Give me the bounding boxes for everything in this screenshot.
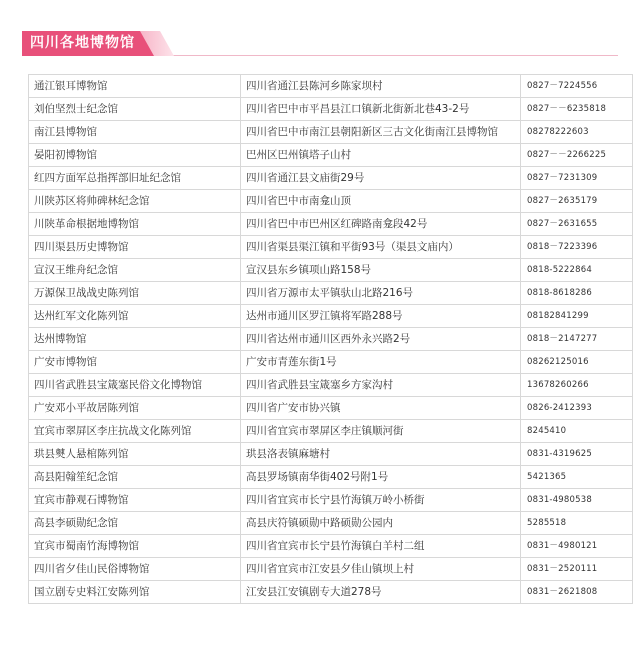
museum-table-container bbox=[28, 74, 632, 604]
museum-phone-cell: 0827－－6235818 bbox=[521, 98, 633, 121]
table-row bbox=[29, 558, 633, 581]
museum-address-cell: 江安县江安镇剧专大道278号 bbox=[241, 581, 521, 604]
museum-phone-cell: 08262125016 bbox=[521, 351, 633, 374]
museum-name-cell: 四川省武胜县宝箴塞民俗文化博物馆 bbox=[29, 374, 241, 397]
museum-address-cell: 四川省巴中市平昌县江口镇新北街新北巷43-2号 bbox=[241, 98, 521, 121]
museum-address-cell: 巴州区巴州镇塔子山村 bbox=[241, 144, 521, 167]
table-row bbox=[29, 98, 633, 121]
table-row bbox=[29, 443, 633, 466]
museum-address-cell: 四川省宜宾市长宁县竹海镇白羊村二组 bbox=[241, 535, 521, 558]
museum-name-cell: 高县阳翰笙纪念馆 bbox=[29, 466, 241, 489]
museum-name-cell: 高县李硕勋纪念馆 bbox=[29, 512, 241, 535]
museum-name-cell: 川陕苏区将帅碑林纪念馆 bbox=[29, 190, 241, 213]
museum-phone-cell: 0826-2412393 bbox=[521, 397, 633, 420]
museum-phone-cell: 0831－2520111 bbox=[521, 558, 633, 581]
museum-table-body bbox=[29, 75, 633, 604]
museum-address-cell: 四川省万源市太平镇驮山北路216号 bbox=[241, 282, 521, 305]
table-row bbox=[29, 397, 633, 420]
table-row bbox=[29, 213, 633, 236]
museum-name-cell: 南江县博物馆 bbox=[29, 121, 241, 144]
museum-phone-cell: 5285518 bbox=[521, 512, 633, 535]
museum-address-cell: 达州市通川区罗江镇将军路288号 bbox=[241, 305, 521, 328]
museum-address-cell: 四川省达州市通川区西外永兴路2号 bbox=[241, 328, 521, 351]
museum-phone-cell: 08278222603 bbox=[521, 121, 633, 144]
museum-phone-cell: 0818-8618286 bbox=[521, 282, 633, 305]
museum-address-cell: 四川省宜宾市江安县夕佳山镇坝上村 bbox=[241, 558, 521, 581]
museum-address-cell: 珙县洛表镇麻塘村 bbox=[241, 443, 521, 466]
museum-address-cell: 广安市青莲东街1号 bbox=[241, 351, 521, 374]
museum-phone-cell: 5421365 bbox=[521, 466, 633, 489]
museum-name-cell: 珙县僰人悬棺陈列馆 bbox=[29, 443, 241, 466]
museum-address-cell: 四川省通江县陈河乡陈家坝村 bbox=[241, 75, 521, 98]
museum-address-cell: 高县庆符镇硕勋中路硕勋公园内 bbox=[241, 512, 521, 535]
museum-address-cell: 四川省巴中市南江县朝阳新区三古文化街南江县博物馆 bbox=[241, 121, 521, 144]
table-row bbox=[29, 121, 633, 144]
section-title: 四川各地博物馆 bbox=[30, 35, 135, 51]
museum-phone-cell: 0818-5222864 bbox=[521, 259, 633, 282]
museum-name-cell: 川陕革命根据地博物馆 bbox=[29, 213, 241, 236]
museum-name-cell: 宜宾市翠屏区李庄抗战文化陈列馆 bbox=[29, 420, 241, 443]
table-row bbox=[29, 236, 633, 259]
museum-phone-cell: 0827－－2266225 bbox=[521, 144, 633, 167]
museum-phone-cell: 0831－2621808 bbox=[521, 581, 633, 604]
table-row bbox=[29, 420, 633, 443]
museum-address-cell: 四川省巴中市巴州区红碑路南龛段42号 bbox=[241, 213, 521, 236]
table-row bbox=[29, 144, 633, 167]
museum-phone-cell: 0818－7223396 bbox=[521, 236, 633, 259]
museum-phone-cell: 0818－2147277 bbox=[521, 328, 633, 351]
museum-phone-cell: 0831-4980538 bbox=[521, 489, 633, 512]
museum-name-cell: 广安市博物馆 bbox=[29, 351, 241, 374]
table-row bbox=[29, 305, 633, 328]
museum-phone-cell: 0831-4319625 bbox=[521, 443, 633, 466]
museum-address-cell: 四川省宜宾市翠屏区李庄镇顺河街 bbox=[241, 420, 521, 443]
table-row bbox=[29, 190, 633, 213]
museum-name-cell: 万源保卫战战史陈列馆 bbox=[29, 282, 241, 305]
museum-phone-cell: 0827－2635179 bbox=[521, 190, 633, 213]
museum-name-cell: 宣汉王维舟纪念馆 bbox=[29, 259, 241, 282]
table-row bbox=[29, 512, 633, 535]
museum-name-cell: 达州博物馆 bbox=[29, 328, 241, 351]
museum-phone-cell: 08182841299 bbox=[521, 305, 633, 328]
museum-name-cell: 四川省夕佳山民俗博物馆 bbox=[29, 558, 241, 581]
museum-address-cell: 四川省武胜县宝箴塞乡方家沟村 bbox=[241, 374, 521, 397]
museum-address-cell: 四川省巴中市南龛山顶 bbox=[241, 190, 521, 213]
table-row bbox=[29, 328, 633, 351]
museum-phone-cell: 8245410 bbox=[521, 420, 633, 443]
museum-name-cell: 宜宾市静观石博物馆 bbox=[29, 489, 241, 512]
table-row bbox=[29, 167, 633, 190]
museum-address-cell: 四川省通江县文庙街29号 bbox=[241, 167, 521, 190]
museum-name-cell: 达州红军文化陈列馆 bbox=[29, 305, 241, 328]
museum-address-cell: 四川省广安市协兴镇 bbox=[241, 397, 521, 420]
museum-name-cell: 刘伯坚烈士纪念馆 bbox=[29, 98, 241, 121]
museum-phone-cell: 0827－7224556 bbox=[521, 75, 633, 98]
museum-name-cell: 晏阳初博物馆 bbox=[29, 144, 241, 167]
table-row bbox=[29, 535, 633, 558]
museum-phone-cell: 0827－7231309 bbox=[521, 167, 633, 190]
table-row bbox=[29, 351, 633, 374]
museum-name-cell: 通江银耳博物馆 bbox=[29, 75, 241, 98]
table-row bbox=[29, 75, 633, 98]
museum-name-cell: 四川渠县历史博物馆 bbox=[29, 236, 241, 259]
museum-name-cell: 广安邓小平故居陈列馆 bbox=[29, 397, 241, 420]
museum-name-cell: 红四方面军总指挥部旧址纪念馆 bbox=[29, 167, 241, 190]
museum-address-cell: 四川省渠县渠江镇和平街93号（渠县文庙内） bbox=[241, 236, 521, 259]
museum-name-cell: 宜宾市蜀南竹海博物馆 bbox=[29, 535, 241, 558]
table-row bbox=[29, 282, 633, 305]
table-row bbox=[29, 466, 633, 489]
museum-phone-cell: 0831－4980121 bbox=[521, 535, 633, 558]
museum-address-cell: 高县罗场镇南华街402号附1号 bbox=[241, 466, 521, 489]
table-row bbox=[29, 259, 633, 282]
table-row bbox=[29, 581, 633, 604]
museum-address-cell: 四川省宜宾市长宁县竹海镇万岭小桥街 bbox=[241, 489, 521, 512]
museum-table bbox=[28, 74, 633, 604]
museum-address-cell: 宣汉县东乡镇项山路158号 bbox=[241, 259, 521, 282]
museum-phone-cell: 0827－2631655 bbox=[521, 213, 633, 236]
table-row bbox=[29, 489, 633, 512]
museum-name-cell: 国立剧专史料江安陈列馆 bbox=[29, 581, 241, 604]
table-row bbox=[29, 374, 633, 397]
museum-phone-cell: 13678260266 bbox=[521, 374, 633, 397]
